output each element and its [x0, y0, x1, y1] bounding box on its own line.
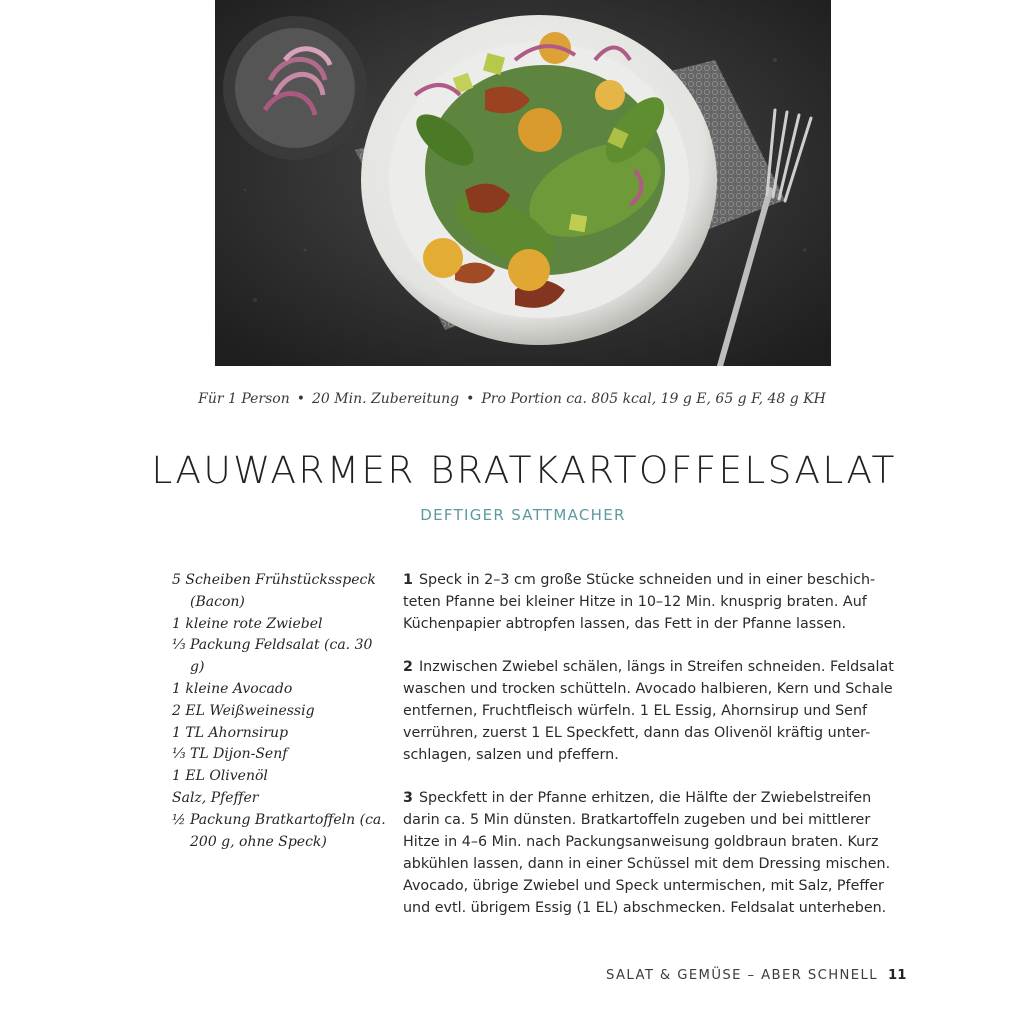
step-number: 2	[403, 659, 413, 675]
step-number: 1	[403, 572, 413, 588]
ingredient-item: 1 EL Olivenöl	[172, 768, 268, 785]
step-line: Speckfett in der Pfanne erhitzen, die Hälfte der Zwiebelstreifen	[418, 790, 872, 806]
ingredient-item: 5 Scheiben Frühstücksspeck (Bacon)	[172, 572, 376, 610]
instruction-step-1	[403, 569, 876, 635]
ingredient-item: ½ Packung Bratkartoffeln (ca. 200 g, ohne Speck)	[172, 811, 386, 850]
step-line: Hitze in 4–6 Min. nach Packungsanweisung goldbraun braten. Kurz	[403, 834, 879, 850]
step-line: entfernen, Fruchtfleisch würfeln. 1 EL Essig, Ahornsirup und Senf	[403, 703, 868, 719]
ingredient-item: 1 kleine Avocado	[172, 680, 293, 697]
servings-text: Für 1 Person	[198, 391, 290, 407]
step-line: teten Pfanne bei kleiner Hitze in 10–12 Min. knusprig braten. Auf	[403, 594, 867, 610]
section-title: SALAT & GEMÜSE – ABER SCHNELL	[606, 968, 879, 983]
step-line: abkühlen lassen, dann in einer Schüssel mit dem Dressing mischen.	[403, 856, 891, 872]
step-line: Inzwischen Zwiebel schälen, längs in Streifen schneiden. Feldsalat	[418, 659, 894, 675]
step-line: Küchenpapier abtropfen lassen, das Fett in der Pfanne lassen.	[403, 616, 847, 632]
ingredient-item: Salz, Pfeffer	[172, 789, 259, 806]
recipe-subtitle: DEFTIGER SATTMACHER	[420, 506, 626, 524]
ingredient-item: 1 TL Ahornsirup	[172, 724, 289, 741]
salad-photo	[215, 0, 831, 366]
recipe-meta-line	[0, 391, 1024, 407]
step-line: und evtl. übrigem Essig (1 EL) abschmecken. Feldsalat unterheben.	[403, 900, 887, 916]
instruction-steps	[403, 569, 894, 916]
step-line: darin ca. 5 Min dünsten. Bratkartoffeln zugeben und bei mittlerer	[403, 812, 871, 828]
instruction-step-3	[403, 787, 891, 919]
time-text: 20 Min. Zubereitung	[312, 391, 460, 407]
step-line: Avocado, übrige Zwiebel und Speck untermischen, mit Salz, Pfeffer	[403, 878, 884, 894]
bullet-separator: •	[296, 391, 306, 407]
ingredient-item: ⅓ TL Dijon-Senf	[172, 746, 288, 763]
step-line: waschen und trocken schütteln. Avocado halbieren, Kern und Schale	[403, 681, 893, 697]
recipe-title: LAUWARMER BRATKARTOFFELSALAT	[151, 448, 897, 492]
ingredient-list	[172, 570, 387, 853]
ingredient-item: 2 EL Weißweinessig	[172, 702, 315, 719]
nutrition-text: Pro Portion ca. 805 kcal, 19 g E, 65 g F, 48 g KH	[481, 391, 826, 407]
step-number: 3	[403, 790, 413, 806]
step-line: Speck in 2–3 cm große Stücke schneiden und in einer beschich-	[418, 572, 876, 588]
page-footer	[606, 968, 906, 983]
step-line: schlagen, salzen und pfeffern.	[403, 747, 619, 763]
step-line: verrühren, zuerst 1 EL Speckfett, dann das Olivenöl kräftig unter-	[403, 725, 871, 741]
salad-plate-photo-icon	[215, 0, 831, 366]
ingredient-item: 1 kleine rote Zwiebel	[172, 615, 323, 632]
page-number: 11	[888, 968, 907, 983]
ingredient-item: ⅓ Packung Feldsalat (ca. 30 g)	[172, 637, 373, 676]
instruction-step-2	[403, 656, 894, 766]
bullet-separator: •	[466, 391, 475, 407]
